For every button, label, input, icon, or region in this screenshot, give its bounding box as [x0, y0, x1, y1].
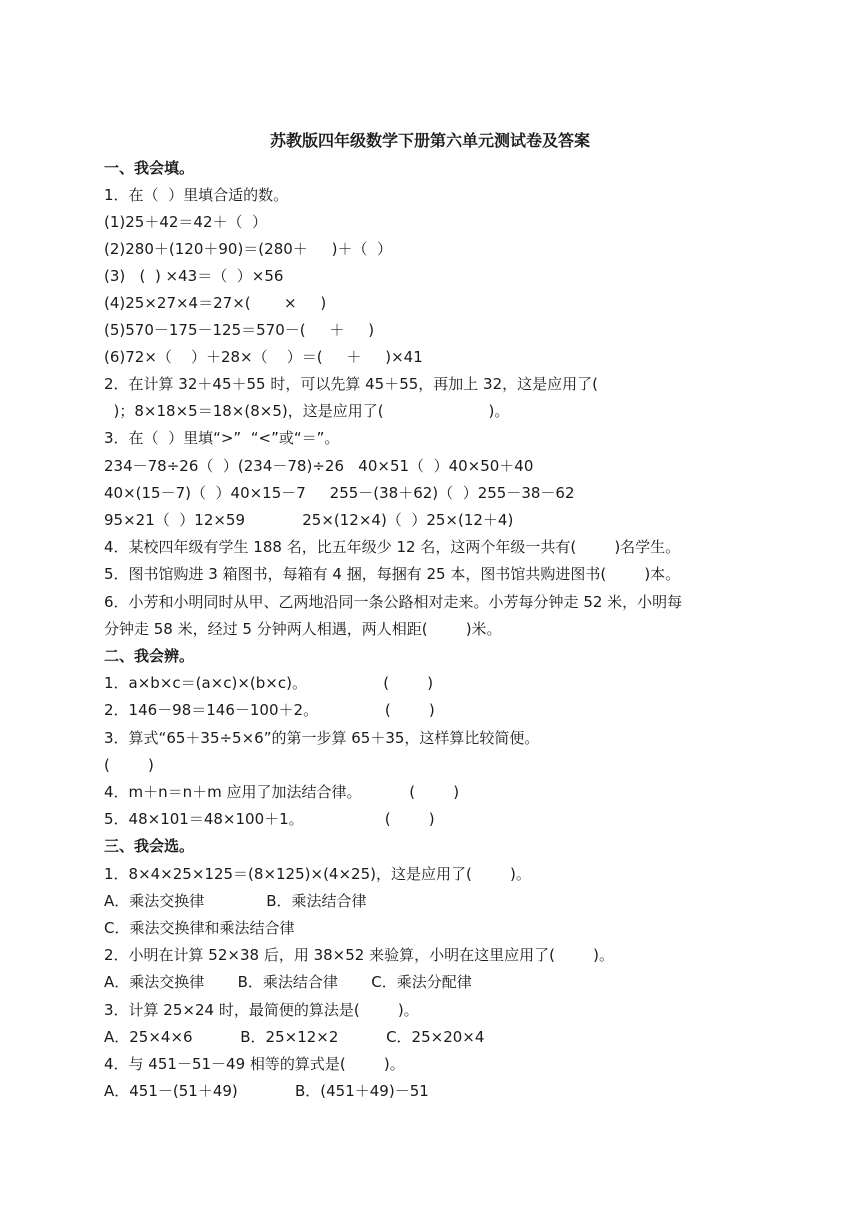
question-line: (3) ( ) ×43＝（ ）×56	[104, 267, 284, 285]
question-line: (5)570－175－125＝570－( ＋ )	[104, 321, 375, 339]
question-line: 3．算式“65＋35÷5×6”的第一步算 65＋35，这样算比较简便。	[104, 729, 540, 747]
question-line: 6．小芳和小明同时从甲、乙两地沿同一条公路相对走来。小芳每分钟走 52 米，小明每	[104, 593, 683, 611]
question-line: ( )	[104, 756, 154, 774]
question-line: 234－78÷26（ ）(234－78)÷26 40×51（ ）40×50＋40	[104, 457, 534, 475]
question-line: 2．在计算 32＋45＋55 时，可以先算 45＋55，再加上 32，这是应用了(	[104, 375, 598, 393]
question-line: 分钟走 58 米，经过 5 分钟两人相遇，两人相距( )米。	[104, 620, 502, 638]
question-line: A．25×4×6 B．25×12×2 C．25×20×4	[104, 1028, 485, 1046]
question-line: 4．某校四年级有学生 188 名，比五年级少 12 名，这两个年级一共有( )名学生。	[104, 538, 681, 556]
section-heading-choose: 三、我会选。	[104, 837, 195, 855]
document-title: 苏教版四年级数学下册第六单元测试卷及答案	[269, 131, 590, 150]
section-heading-fill: 一、我会填。	[104, 159, 195, 177]
question-line: 1．8×4×25×125＝(8×125)×(4×25)，这是应用了( )。	[104, 865, 531, 883]
question-line: 40×(15－7)（ ）40×15－7 255－(38＋62)（ ）255－38－62	[104, 484, 575, 502]
question-line: 2．小明在计算 52×38 后，用 38×52 来验算，小明在这里应用了( )。	[104, 946, 614, 964]
section-heading-judge: 二、我会辨。	[104, 647, 195, 665]
question-line: C．乘法交换律和乘法结合律	[104, 919, 295, 937]
question-line: (6)72×（ ）＋28×（ ）＝( ＋ )×41	[104, 348, 423, 366]
question-line: A．乘法交换律 B．乘法结合律	[104, 892, 367, 910]
question-line: 1．a×b×c＝(a×c)×(b×c)。 ( )	[104, 674, 434, 692]
question-line: )；8×18×5＝18×(8×5)，这是应用了( )。	[104, 402, 510, 420]
question-line: 3．在（ ）里填“>” “<”或“＝”。	[104, 429, 340, 447]
question-line: (4)25×27×4＝27×( × )	[104, 294, 327, 312]
question-line: 3．计算 25×24 时，最简便的算法是( )。	[104, 1001, 419, 1019]
question-line: A．451－(51＋49) B．(451＋49)－51	[104, 1082, 429, 1100]
question-line: 2．146－98＝146－100＋2。 ( )	[104, 701, 435, 719]
question-line: 4．与 451－51－49 相等的算式是( )。	[104, 1055, 405, 1073]
question-line: 5．图书馆购进 3 箱图书，每箱有 4 捆，每捆有 25 本，图书馆共购进图书( )本。	[104, 565, 681, 583]
question-line: 5．48×101＝48×100＋1。 ( )	[104, 810, 435, 828]
question-line: (1)25＋42＝42＋（ ）	[104, 213, 268, 231]
question-line: A．乘法交换律 B．乘法结合律 C．乘法分配律	[104, 973, 472, 991]
question-line: 4．m＋n＝n＋m 应用了加法结合律。 ( )	[104, 783, 460, 801]
question-line: 1．在（ ）里填合适的数。	[104, 186, 289, 204]
question-line: 95×21（ ）12×59 25×(12×4)（ ）25×(12＋4)	[104, 511, 514, 529]
question-line: (2)280＋(120＋90)＝(280＋ )＋（ ）	[104, 240, 393, 258]
